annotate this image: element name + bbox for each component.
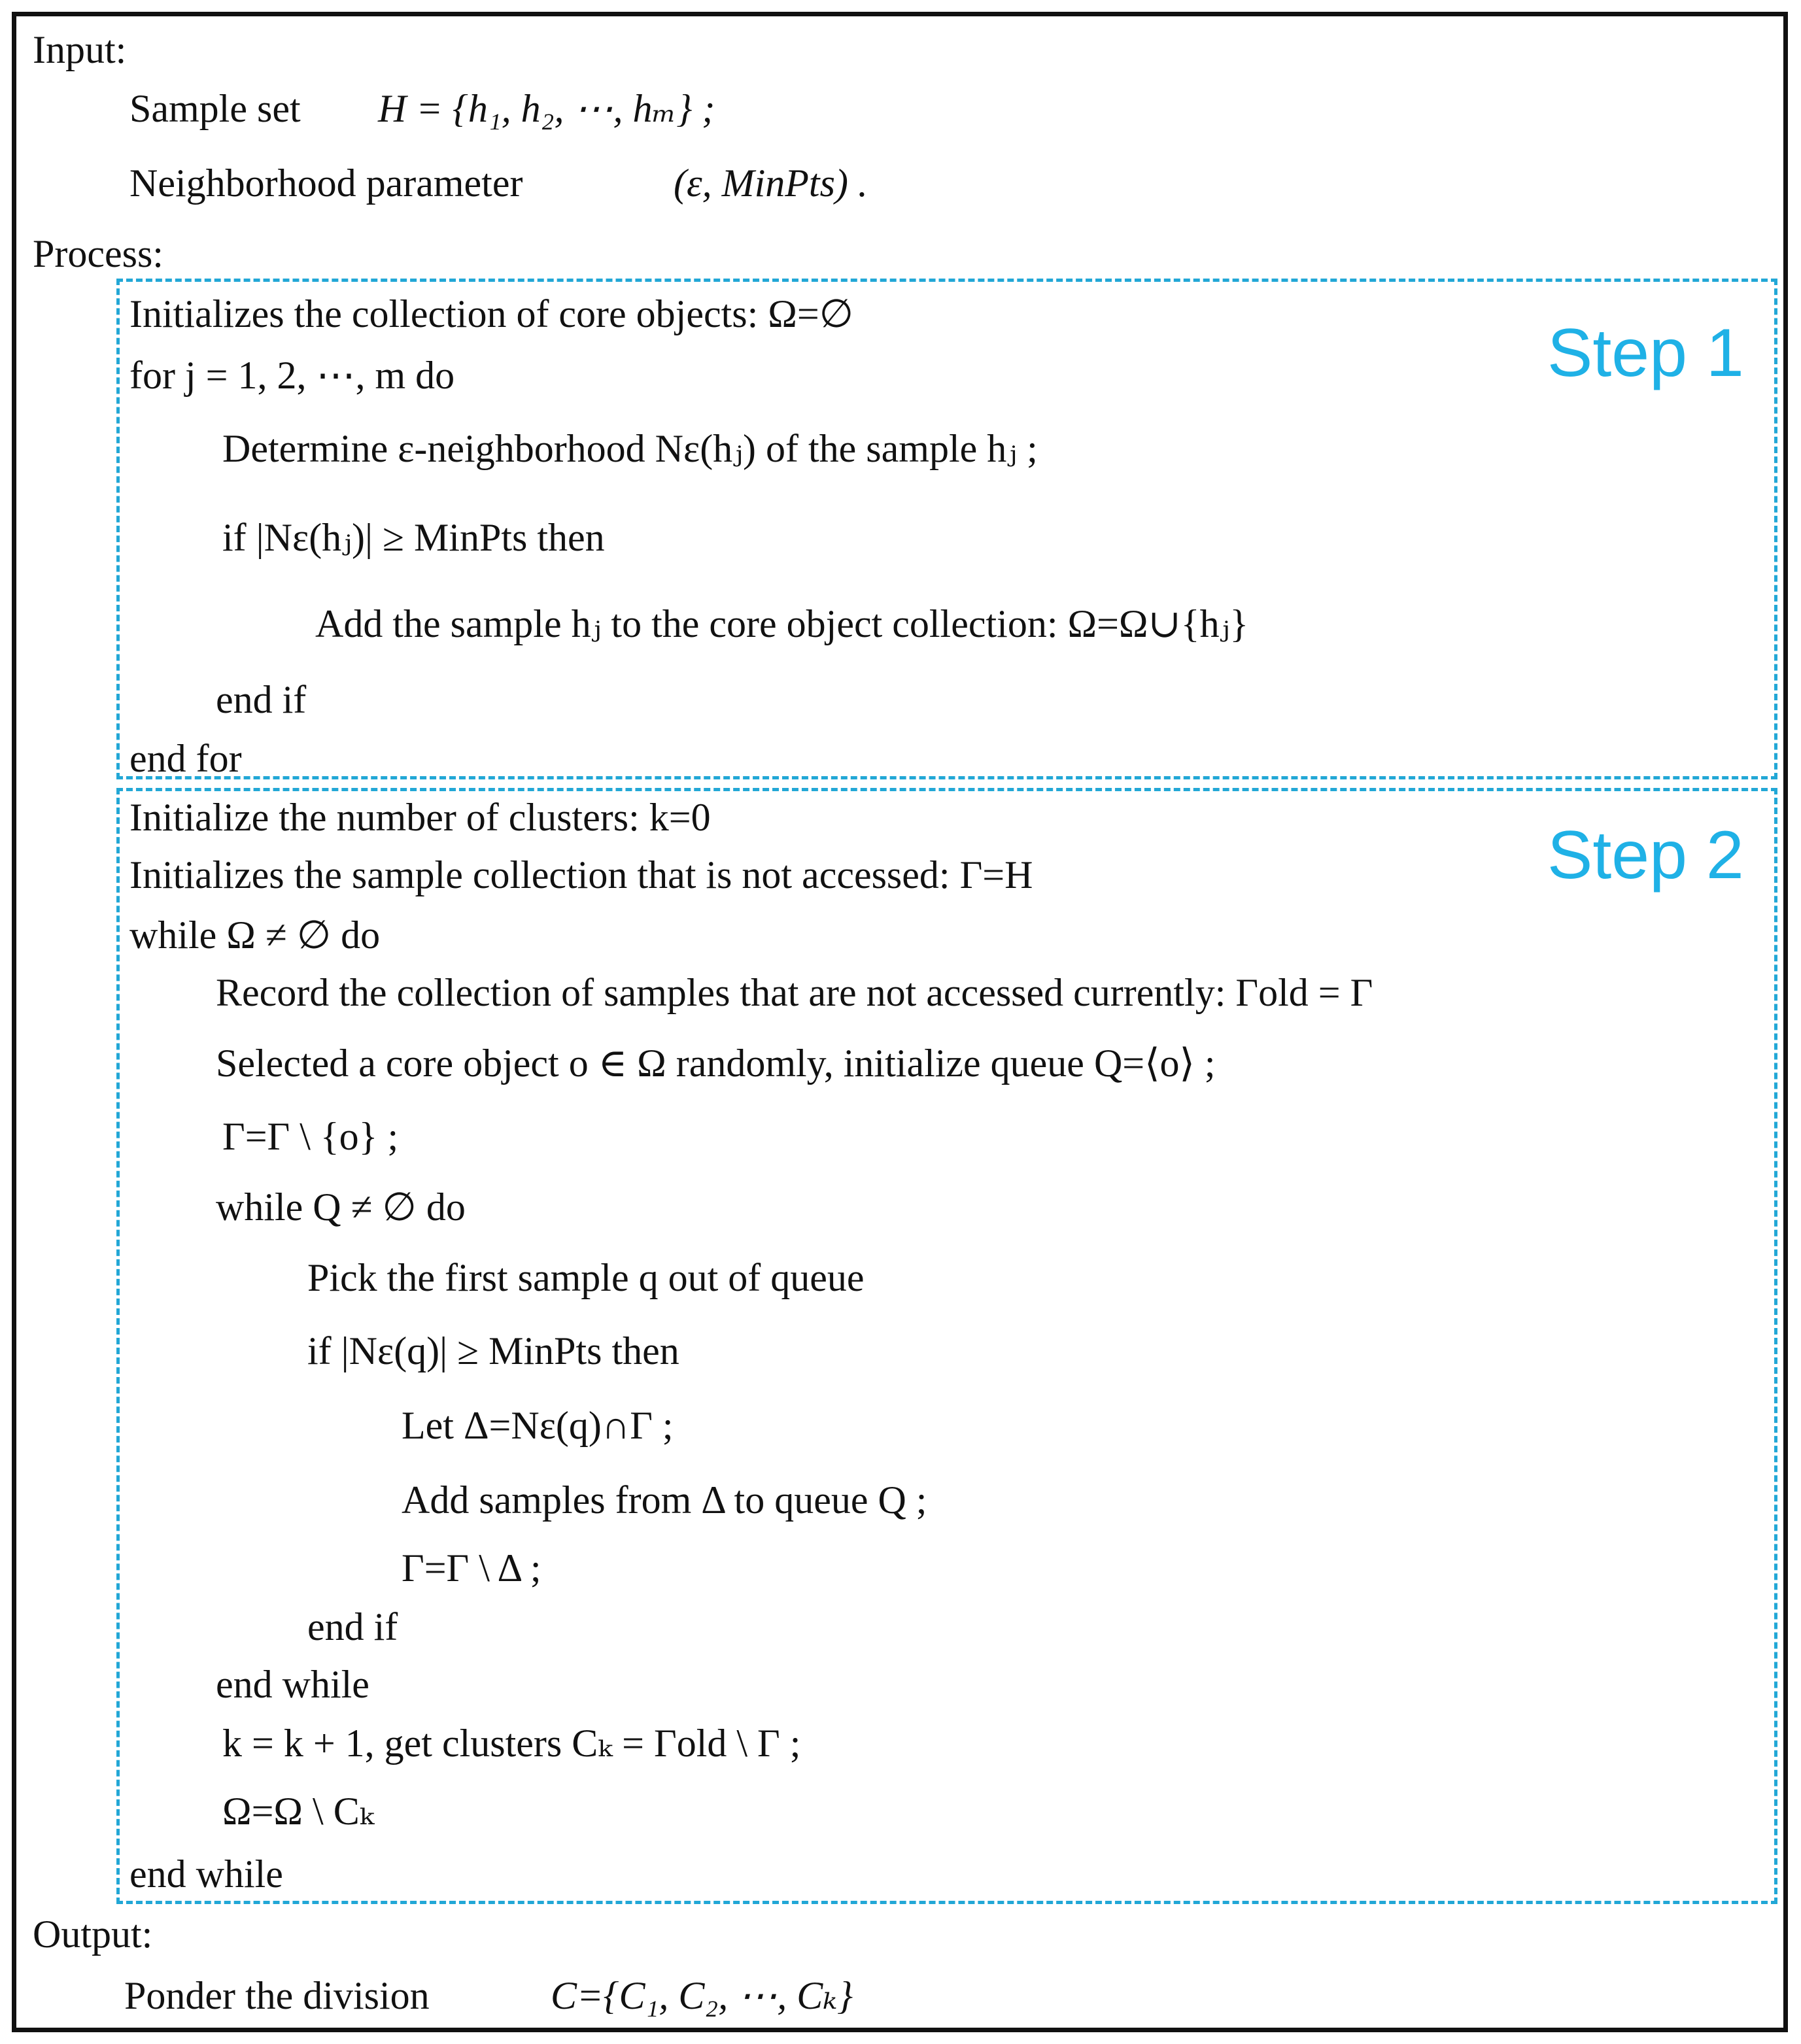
step1-for: for j = 1, 2, ⋯, m do bbox=[129, 354, 455, 397]
step2-if: if |Nε(q)| ≥ MinPts then bbox=[307, 1329, 679, 1372]
process-heading: Process: bbox=[33, 232, 163, 275]
step-2-label: Step 2 bbox=[1547, 817, 1744, 893]
step2-init-k: Initialize the number of clusters: k=0 bbox=[129, 796, 711, 839]
step2-add: Add samples from Δ to queue Q ; bbox=[402, 1478, 927, 1522]
step2-let: Let Δ=Nε(q)∩Γ ; bbox=[402, 1404, 674, 1447]
step1-init: Initializes the collection of core objects: Ω=∅ bbox=[129, 292, 853, 335]
step1-if: if |Nε(hⱼ)| ≥ MinPts then bbox=[222, 516, 605, 559]
step1-add: Add the sample hⱼ to the core object collection: Ω=Ω∪{hⱼ} bbox=[315, 602, 1249, 645]
input-heading: Input: bbox=[33, 28, 127, 71]
step2-while-q: while Q ≠ ∅ do bbox=[216, 1185, 466, 1229]
step2-endwhile-inner: end while bbox=[216, 1663, 369, 1706]
step1-endif: end if bbox=[216, 678, 307, 721]
output-heading: Output: bbox=[33, 1913, 153, 1956]
step2-init-gamma: Initializes the sample collection that is not accessed: Γ=H bbox=[129, 853, 1033, 896]
neighborhood-text: Neighborhood parameter bbox=[129, 162, 523, 205]
step1-endfor: end for bbox=[129, 737, 242, 780]
step2-endif: end if bbox=[307, 1605, 398, 1648]
neighborhood-math: (ε, MinPts) . bbox=[674, 162, 868, 205]
step-1-label: Step 1 bbox=[1547, 315, 1744, 391]
ponder-math: C={C₁, C₂, ⋯, Cₖ} bbox=[551, 1974, 853, 2017]
step2-select: Selected a core object o ∈ Ω randomly, initialize queue Q=⟨o⟩ ; bbox=[216, 1042, 1216, 1085]
step2-while: while Ω ≠ ∅ do bbox=[129, 913, 381, 957]
step1-determine: Determine ε-neighborhood Nε(hⱼ) of the sample hⱼ ; bbox=[222, 427, 1038, 470]
step2-gamma-o: Γ=Γ \ {o} ; bbox=[222, 1115, 399, 1158]
step2-k: k = k + 1, get clusters Cₖ = Γold \ Γ ; bbox=[222, 1722, 801, 1765]
step2-record: Record the collection of samples that are not accessed currently: Γold = Γ bbox=[216, 971, 1373, 1014]
sample-set-text: Sample set bbox=[129, 87, 301, 130]
ponder-text: Ponder the division bbox=[124, 1974, 430, 2017]
step2-omega: Ω=Ω \ Cₖ bbox=[222, 1790, 374, 1833]
sample-set-math: H = {h₁, h₂, ⋯, hₘ} ; bbox=[378, 87, 715, 130]
step2-gamma-delta: Γ=Γ \ Δ ; bbox=[402, 1546, 541, 1590]
step2-pick: Pick the first sample q out of queue bbox=[307, 1256, 865, 1299]
step2-endwhile: end while bbox=[129, 1852, 283, 1896]
